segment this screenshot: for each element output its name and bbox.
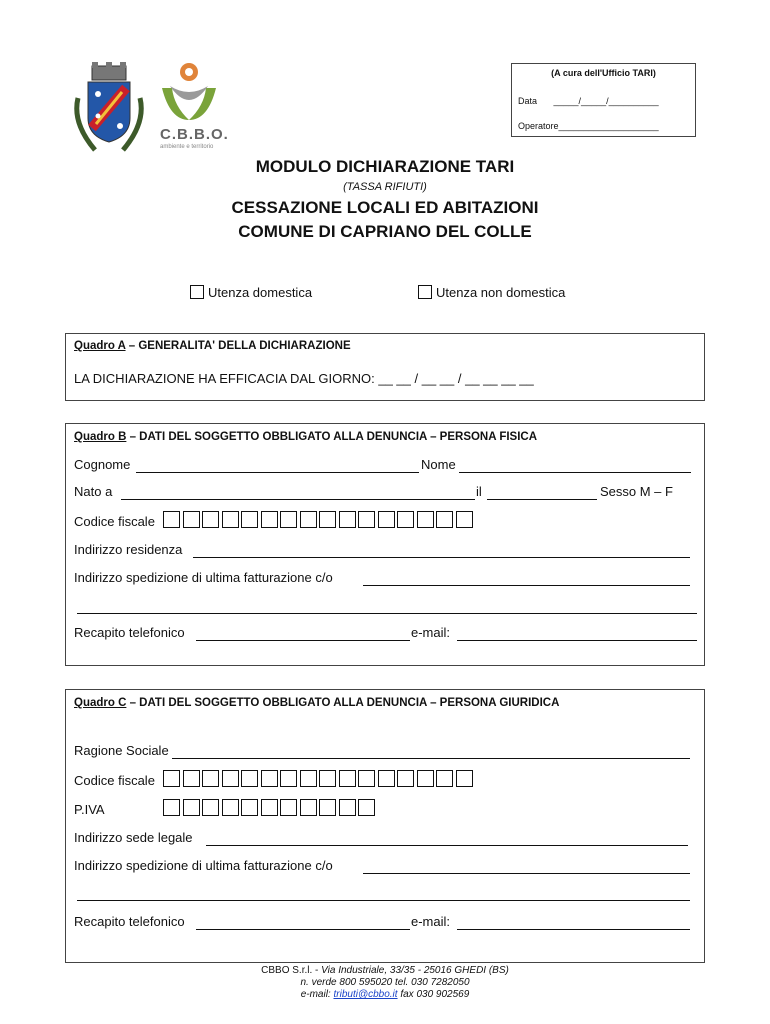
char-box[interactable] xyxy=(319,770,336,787)
char-box[interactable] xyxy=(397,511,414,528)
title-cessazione: CESSAZIONE LOCALI ED ABITAZIONI xyxy=(231,198,539,217)
nome-input[interactable] xyxy=(459,472,691,473)
cbbo-logo-sub: ambiente e territorio xyxy=(160,144,214,150)
ufficio-title: (A cura dell'Ufficio TARI) xyxy=(551,68,656,78)
recapito-input[interactable] xyxy=(196,640,410,641)
page-title: MODULO DICHIARAZIONE TARI xyxy=(255,157,515,176)
indirizzo-spedizione-c-input[interactable] xyxy=(363,873,690,874)
indirizzo-residenza-label: Indirizzo residenza xyxy=(74,542,183,557)
quadro-c-heading: – DATI DEL SOGGETTO OBBLIGATO ALLA DENUNCIA – PERSONA GIURIDICA xyxy=(126,697,560,709)
title-comune: COMUNE DI CAPRIANO DEL COLLE xyxy=(238,222,532,241)
indirizzo-residenza-input[interactable] xyxy=(193,557,690,558)
footer-address: Via Industriale, 33/35 - 25016 GHEDI (BS) xyxy=(321,965,509,976)
char-box[interactable] xyxy=(261,799,278,816)
char-box[interactable] xyxy=(280,799,297,816)
il-label: il xyxy=(476,484,482,499)
char-box[interactable] xyxy=(339,770,356,787)
char-box[interactable] xyxy=(183,799,200,816)
quadro-b xyxy=(65,423,705,666)
quadro-a-prefix: Quadro A xyxy=(74,340,126,352)
char-box[interactable] xyxy=(300,799,317,816)
char-box[interactable] xyxy=(456,511,473,528)
nato-a-input[interactable] xyxy=(121,499,475,500)
email-label: e-mail: xyxy=(411,625,451,640)
char-box[interactable] xyxy=(202,511,219,528)
option-non-domestica[interactable] xyxy=(418,285,565,300)
char-box[interactable] xyxy=(436,770,453,787)
quadro-c-title xyxy=(74,697,559,709)
char-box[interactable] xyxy=(319,799,336,816)
operatore-field[interactable]: Operatore____________________ xyxy=(518,121,659,131)
footer-line-1 xyxy=(0,965,770,977)
footer-email-label: e-mail: xyxy=(300,989,334,1000)
footer-company: CBBO S.r.l. - xyxy=(261,965,322,976)
recapito-c-input[interactable] xyxy=(196,929,410,930)
checkbox-non-domestica[interactable] xyxy=(418,285,432,299)
codice-fiscale-boxes[interactable] xyxy=(163,511,475,528)
piva-label: P.IVA xyxy=(74,802,105,817)
ufficio-box xyxy=(511,63,696,137)
nome-label: Nome xyxy=(421,457,456,472)
quadro-a xyxy=(65,333,705,401)
email-c-label: e-mail: xyxy=(411,914,451,929)
ragione-sociale-label: Ragione Sociale xyxy=(74,743,169,758)
char-box[interactable] xyxy=(261,770,278,787)
quadro-c-prefix: Quadro C xyxy=(74,697,127,709)
char-box[interactable] xyxy=(300,511,317,528)
char-box[interactable] xyxy=(163,799,180,816)
cognome-label: Cognome xyxy=(74,457,131,472)
char-box[interactable] xyxy=(163,511,180,528)
footer-email-link[interactable]: tributi@cbbo.it xyxy=(333,989,398,1000)
data-field[interactable] xyxy=(518,96,659,106)
char-box[interactable] xyxy=(241,799,258,816)
ragione-sociale-input[interactable] xyxy=(172,758,690,759)
char-box[interactable] xyxy=(378,770,395,787)
codice-fiscale-c-boxes[interactable] xyxy=(163,770,475,787)
recapito-label: Recapito telefonico xyxy=(74,625,185,640)
char-box[interactable] xyxy=(280,511,297,528)
quadro-c xyxy=(65,689,705,963)
char-box[interactable] xyxy=(202,799,219,816)
char-box[interactable] xyxy=(358,799,375,816)
indirizzo-sede-label: Indirizzo sede legale xyxy=(74,830,193,845)
char-box[interactable] xyxy=(358,770,375,787)
footer xyxy=(0,965,770,1001)
char-box[interactable] xyxy=(319,511,336,528)
char-box[interactable] xyxy=(378,511,395,528)
indirizzo-spedizione-c-label: Indirizzo spedizione di ultima fatturazione c/o xyxy=(74,858,333,873)
char-box[interactable] xyxy=(417,511,434,528)
il-input[interactable] xyxy=(487,499,597,500)
quadro-b-heading: – DATI DEL SOGGETTO OBBLIGATO ALLA DENUNCIA – PERSONA FISICA xyxy=(126,431,538,443)
option-domestica[interactable] xyxy=(190,285,312,300)
char-box[interactable] xyxy=(202,770,219,787)
indirizzo-spedizione-input-2[interactable] xyxy=(77,613,697,614)
indirizzo-spedizione-label: Indirizzo spedizione di ultima fatturazione c/o xyxy=(74,570,333,585)
char-box[interactable] xyxy=(183,511,200,528)
indirizzo-spedizione-c-input-2[interactable] xyxy=(77,900,690,901)
cognome-input[interactable] xyxy=(136,472,419,473)
quadro-a-heading: – GENERALITA' DELLA DICHIARAZIONE xyxy=(125,340,351,352)
email-input[interactable] xyxy=(457,640,697,641)
char-box[interactable] xyxy=(456,770,473,787)
indirizzo-spedizione-input[interactable] xyxy=(363,585,690,586)
efficacia-field[interactable]: LA DICHIARAZIONE HA EFFICACIA DAL GIORNO: __ __ / __ __ / __ __ __ __ xyxy=(74,371,534,386)
char-box[interactable] xyxy=(222,770,239,787)
char-box[interactable] xyxy=(163,770,180,787)
option-domestica-label: Utenza domestica xyxy=(208,285,313,300)
indirizzo-sede-input[interactable] xyxy=(206,845,688,846)
data-label: Data xyxy=(518,96,538,106)
piva-boxes[interactable] xyxy=(163,799,378,816)
char-box[interactable] xyxy=(339,511,356,528)
char-box[interactable] xyxy=(358,511,375,528)
char-box[interactable] xyxy=(222,511,239,528)
codice-fiscale-c-label: Codice fiscale xyxy=(74,773,155,788)
char-box[interactable] xyxy=(241,770,258,787)
sesso-field[interactable]: Sesso M – F xyxy=(600,484,673,499)
footer-phones: n. verde 800 595020 tel. 030 7282050 xyxy=(300,977,470,988)
char-box[interactable] xyxy=(222,799,239,816)
email-c-input[interactable] xyxy=(457,929,690,930)
data-blanks: _____/_____/__________ xyxy=(553,96,659,106)
footer-line-3 xyxy=(0,989,770,1001)
page-subtitle: (TASSA RIFIUTI) xyxy=(343,181,427,193)
cbbo-logo-icon xyxy=(156,58,226,158)
nato-a-label: Nato a xyxy=(74,484,113,499)
codice-fiscale-label: Codice fiscale xyxy=(74,514,155,529)
char-box[interactable] xyxy=(183,770,200,787)
char-box[interactable] xyxy=(241,511,258,528)
cbbo-logo-text: C.B.B.O. xyxy=(160,126,229,143)
char-box[interactable] xyxy=(261,511,278,528)
quadro-b-prefix: Quadro B xyxy=(74,431,127,443)
footer-fax: fax 030 902569 xyxy=(397,989,470,1000)
char-box[interactable] xyxy=(436,511,453,528)
logos xyxy=(70,58,230,158)
quadro-b-title xyxy=(74,431,537,443)
recapito-c-label: Recapito telefonico xyxy=(74,914,185,929)
checkbox-domestica[interactable] xyxy=(190,285,204,299)
option-non-domestica-label: Utenza non domestica xyxy=(436,285,566,300)
char-box[interactable] xyxy=(339,799,356,816)
char-box[interactable] xyxy=(300,770,317,787)
char-box[interactable] xyxy=(417,770,434,787)
char-box[interactable] xyxy=(280,770,297,787)
quadro-a-title xyxy=(74,340,351,352)
char-box[interactable] xyxy=(397,770,414,787)
